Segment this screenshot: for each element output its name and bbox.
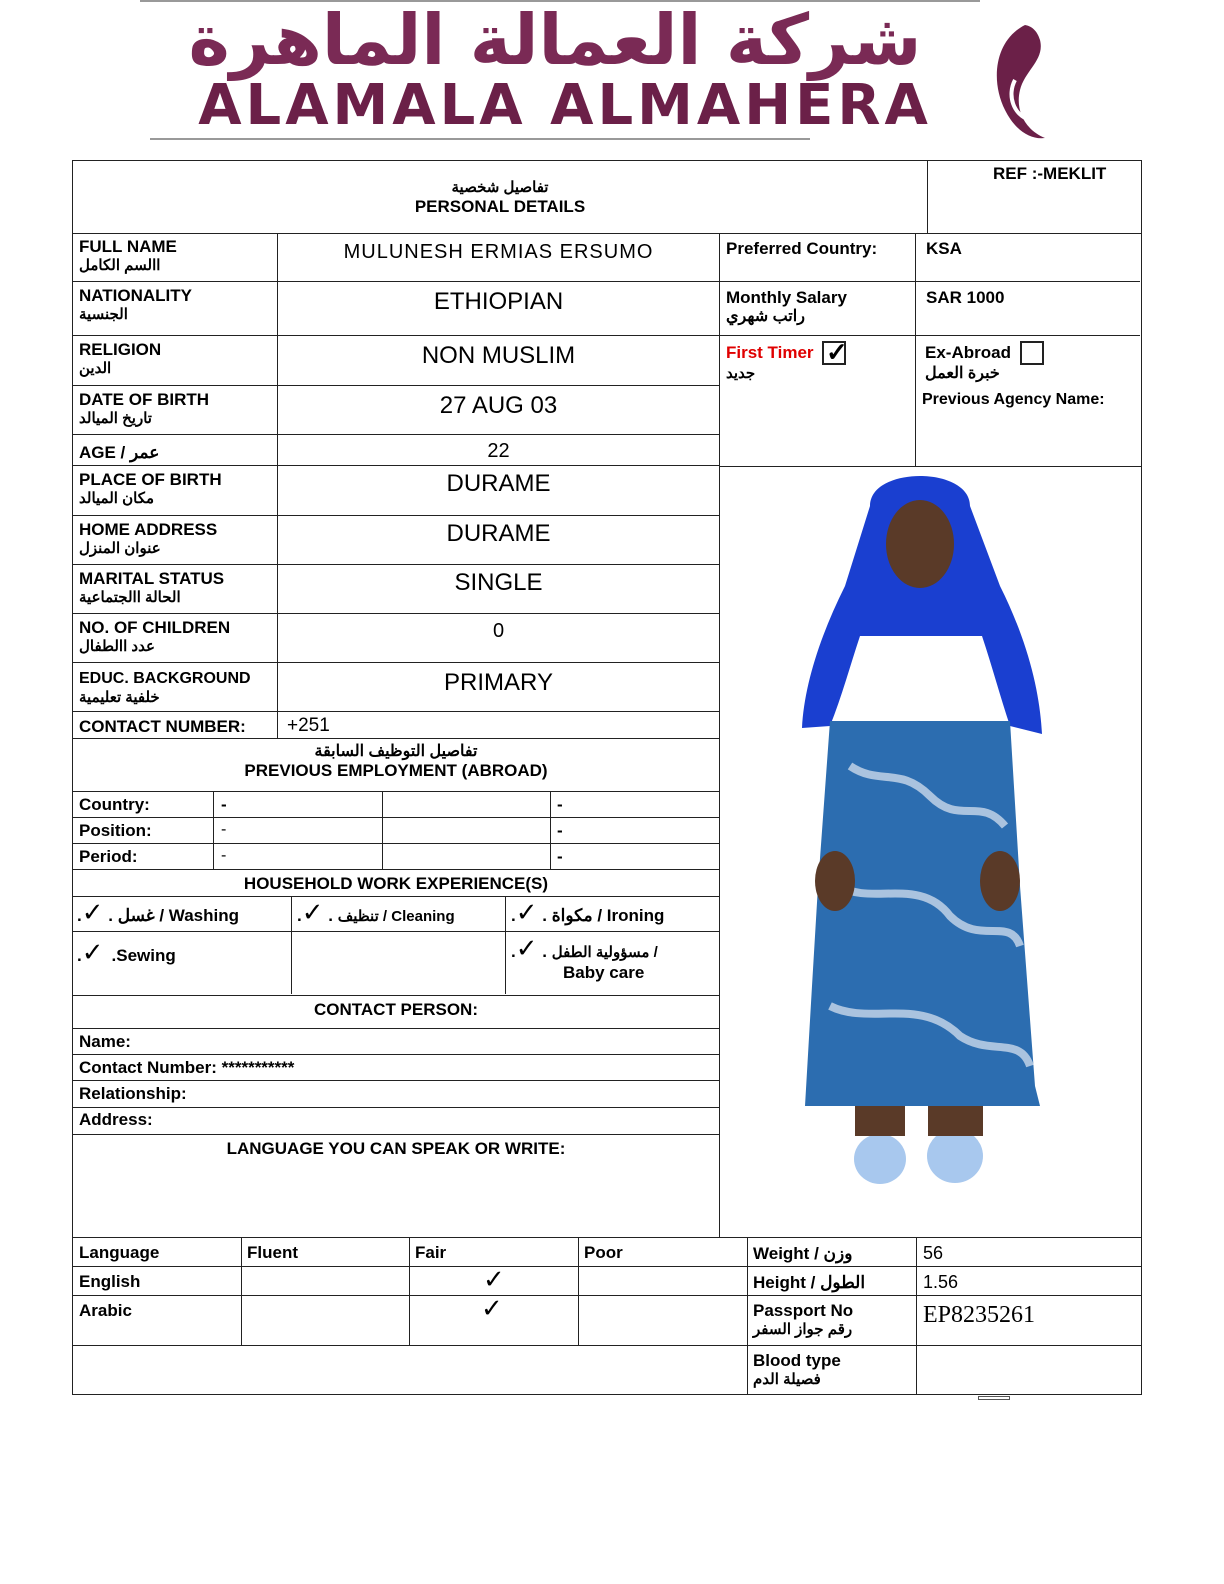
- age-row: [73, 435, 719, 466]
- religion-value: NON MUSLIM: [421, 342, 576, 369]
- contact-person-section: [72, 995, 720, 1135]
- education-label: EDUC. BACKGROUND: [79, 670, 251, 687]
- household-title: HOUSEHOLD WORK EXPERIENCE(S): [243, 874, 549, 893]
- checkmark-icon: ✓: [515, 933, 538, 963]
- ironing-label: مكواة / Ironing: [551, 906, 665, 925]
- language-section-title: LANGUAGE YOU CAN SPEAK OR WRITE:: [226, 1139, 566, 1158]
- age-value: 22: [487, 440, 510, 462]
- employment-period-value-1: -: [221, 847, 227, 864]
- nationality-label: NATIONALITY: [79, 286, 193, 305]
- employment-country-value-1: -: [221, 795, 227, 814]
- preferences-table: [720, 233, 1142, 467]
- previous-agency-label: Previous Agency Name:: [922, 391, 1105, 408]
- ref-code: REF :-MEKLIT: [993, 164, 1107, 183]
- religion-label-ar: الدين: [79, 360, 112, 377]
- home-address-value: DURAME: [446, 520, 551, 547]
- sewing-item: .✓ .Sewing: [77, 937, 176, 967]
- passport-value: EP8235261: [923, 1302, 1036, 1328]
- height-value: 1.56: [923, 1272, 959, 1292]
- marital-label-ar: الحالة االجتماعية: [79, 589, 181, 606]
- contact-number-row: [73, 712, 719, 739]
- home-address-label: HOME ADDRESS: [79, 520, 218, 539]
- full-name-row: [73, 233, 719, 282]
- language-physical-table: [72, 1237, 1142, 1395]
- nationality-row: [73, 282, 719, 336]
- english-label: English: [79, 1272, 141, 1291]
- employment-position-label: Position:: [79, 821, 152, 840]
- language-header: Language: [79, 1243, 160, 1262]
- religion-row: [73, 336, 719, 386]
- previous-employment-title: PREVIOUS EMPLOYMENT (ABROAD): [244, 761, 548, 780]
- contact-number-label: CONTACT NUMBER:: [79, 717, 246, 736]
- fluent-header: Fluent: [247, 1243, 298, 1262]
- dob-row: [73, 386, 719, 435]
- preferred-country-value: KSA: [926, 239, 962, 258]
- children-row: [73, 614, 719, 663]
- children-label: NO. OF CHILDREN: [79, 618, 231, 637]
- previous-employment-title-ar: تفاصيل التوظيف السابقة: [314, 743, 478, 760]
- relationship-label: Relationship:: [79, 1084, 187, 1103]
- children-label-ar: عدد االطفال: [79, 638, 155, 655]
- ironing-item: .✓ . مكواة / Ironing: [511, 897, 665, 927]
- education-label-ar: خلفية تعليمية: [79, 689, 160, 706]
- employment-position-value-3: -: [557, 821, 563, 840]
- dob-label-ar: تاريخ الميالد: [79, 410, 152, 427]
- age-label: AGE / عمر: [79, 443, 160, 462]
- poor-header: Poor: [584, 1243, 623, 1262]
- employment-country-value-3: -: [557, 795, 563, 814]
- logo-header: [140, 0, 1060, 145]
- salary-value: SAR 1000: [926, 288, 1005, 307]
- ex-abroad-label: Ex-Abroad: [925, 343, 1011, 362]
- marital-row: [73, 565, 719, 614]
- contact-number-value: +251: [287, 715, 330, 736]
- first-timer-checkbox[interactable]: [822, 337, 848, 367]
- contact-person-title: CONTACT PERSON:: [313, 1000, 478, 1019]
- woman-silhouette-logo-icon: [985, 20, 1055, 145]
- employment-period-value-3: -: [557, 847, 563, 866]
- checkmark-icon: ✓: [483, 1264, 505, 1294]
- arabic-label: Arabic: [79, 1301, 132, 1320]
- washing-label: غسل / Washing: [117, 906, 240, 925]
- fair-header: Fair: [415, 1243, 447, 1262]
- washing-item: .✓ . غسل / Washing: [77, 897, 240, 927]
- full-name-label-ar: االسم الكامل: [79, 257, 161, 274]
- contact-address-label: Address:: [79, 1110, 153, 1129]
- home-address-row: [73, 516, 719, 565]
- passport-label-ar: رقم جواز السفر: [753, 1321, 853, 1338]
- contact-name-label: Name:: [79, 1032, 131, 1051]
- employment-period-label: Period:: [79, 847, 138, 866]
- personal-details-title-ar: تفاصيل شخصية: [451, 179, 549, 196]
- household-section: [72, 869, 720, 996]
- religion-label: RELIGION: [79, 340, 162, 359]
- blood-type-label: Blood type: [753, 1351, 841, 1370]
- full-name-value: MULUNESH ERMIAS ERSUMO: [343, 241, 654, 263]
- height-label: Height / الطول: [753, 1273, 866, 1292]
- checkmark-icon: ✓: [301, 897, 324, 927]
- logo-arabic-text: شركة العمالة الماهرة: [188, 0, 922, 81]
- babycare-label: Baby care: [563, 963, 645, 982]
- cleaning-label: تنظيف / Cleaning: [337, 908, 455, 925]
- marital-value: SINGLE: [454, 569, 543, 596]
- candidate-photo: [720, 466, 1140, 1236]
- home-address-label-ar: عنوان المنزل: [79, 540, 161, 557]
- first-timer-label: First Timer: [726, 343, 814, 362]
- first-timer-label-ar: جديد: [726, 365, 756, 382]
- checkmark-icon: ✓: [515, 897, 538, 927]
- passport-label: Passport No: [753, 1301, 854, 1320]
- marital-label: MARITAL STATUS: [79, 569, 225, 588]
- photo-panel: [720, 466, 1142, 1238]
- dob-label: DATE OF BIRTH: [79, 390, 210, 409]
- salary-label-ar: راتب شهري: [726, 308, 805, 325]
- ex-abroad-checkbox[interactable]: [1020, 341, 1044, 365]
- blood-type-label-ar: فصيلة الدم: [753, 1371, 821, 1388]
- checkmark-icon: ✓: [826, 337, 848, 367]
- personal-details-title: PERSONAL DETAILS: [414, 197, 586, 216]
- language-title-area: [72, 1134, 720, 1238]
- babycare-item: .✓ . مسؤولية الطفل / Baby care: [511, 933, 658, 982]
- preferred-country-label: Preferred Country:: [726, 239, 878, 258]
- employment-position-value-1: -: [221, 821, 227, 838]
- weight-label: Weight / وزن: [753, 1244, 853, 1263]
- nationality-value: ETHIOPIAN: [433, 288, 564, 315]
- contact-number-person-label: Contact Number: ***********: [79, 1058, 295, 1077]
- full-name-label: FULL NAME: [79, 237, 177, 256]
- salary-label: Monthly Salary: [726, 288, 847, 307]
- checkmark-icon: ✓: [81, 937, 104, 967]
- nationality-label-ar: الجنسية: [79, 306, 128, 323]
- personal-table: [72, 233, 720, 739]
- children-value: 0: [492, 620, 505, 642]
- ex-abroad-label-ar: خبرة العمل: [925, 365, 1000, 382]
- weight-value: 56: [923, 1243, 944, 1263]
- dob-value: 27 AUG 03: [439, 392, 558, 419]
- education-value: PRIMARY: [444, 669, 553, 696]
- previous-employment-section: [72, 738, 720, 870]
- pob-label: PLACE OF BIRTH: [79, 470, 222, 489]
- checkmark-icon: ✓: [81, 897, 104, 927]
- sewing-label: .Sewing: [111, 946, 176, 965]
- employment-country-label: Country:: [79, 795, 150, 814]
- pob-label-ar: مكان الميالد: [79, 490, 155, 507]
- checkmark-icon: ✓: [481, 1293, 503, 1323]
- personal-details-header: [72, 160, 1142, 234]
- logo-english-text: ALAMALA ALMAHERA: [198, 73, 932, 138]
- babycare-label-ar: مسؤولية الطفل /: [551, 944, 658, 961]
- pob-value: DURAME: [446, 470, 551, 497]
- footer-mark: [978, 1396, 1010, 1400]
- cleaning-item: .✓ . تنظيف / Cleaning: [297, 897, 455, 927]
- pob-row: [73, 466, 719, 516]
- education-row: [73, 663, 719, 712]
